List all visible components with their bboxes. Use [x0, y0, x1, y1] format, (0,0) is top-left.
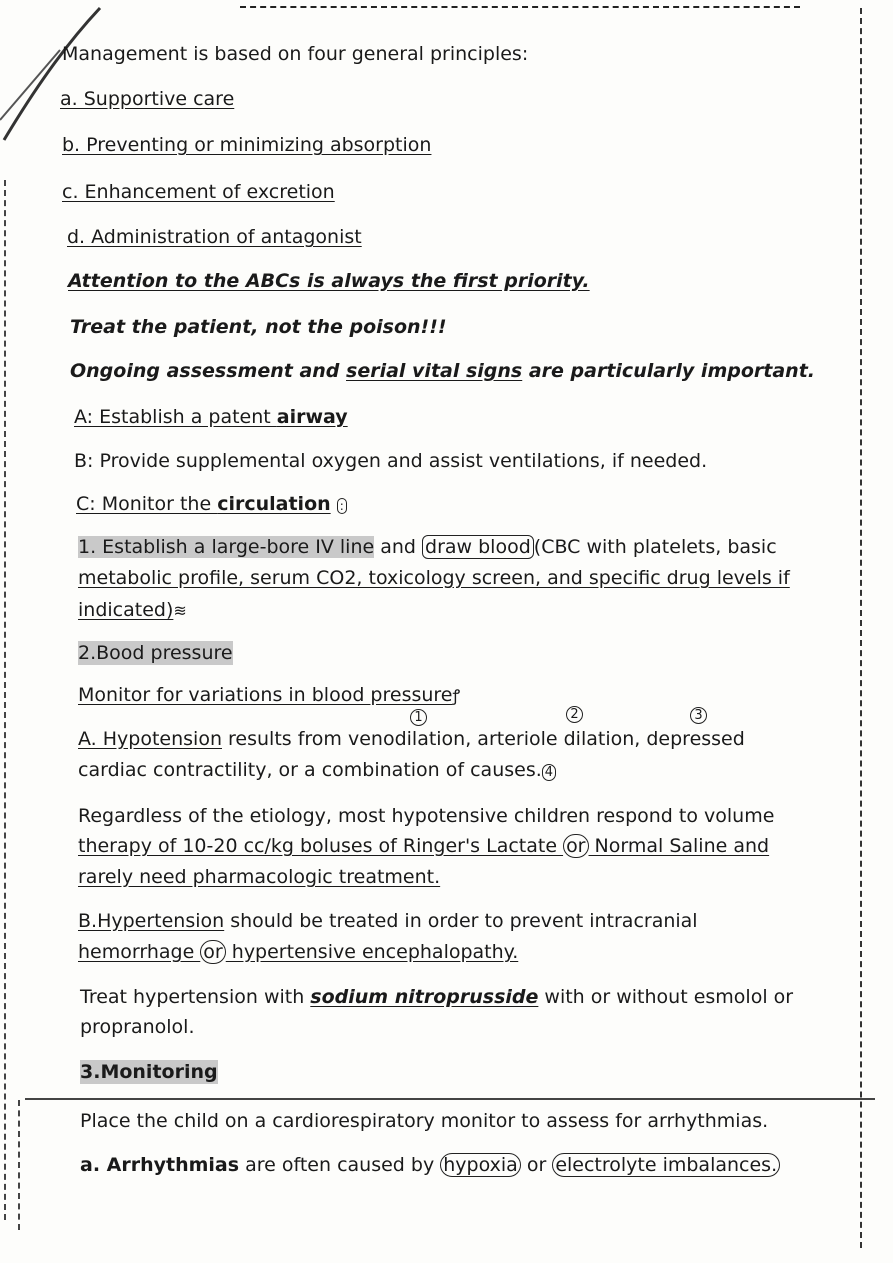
- or-circled-2: or: [200, 940, 225, 964]
- scribble-mark-icon: ꝭ: [452, 686, 461, 705]
- callout-4: 4: [542, 764, 556, 781]
- principle-b: b. Preventing or minimizing absorption: [62, 134, 432, 156]
- step1-line1: 1. Establish a large-bore IV line and draw blood (CBC with platelets, basic: [78, 536, 777, 558]
- step-c-circulation: C: Monitor the circulation :: [76, 492, 347, 518]
- callout-2: 2: [566, 706, 583, 723]
- hypoxia-circled: hypoxia: [440, 1153, 521, 1177]
- hypotension-line1: A. Hypotension results from venodilation, arteriole dilation, depressed: [78, 728, 745, 750]
- abc-priority: Attention to the ABCs is always the first priority.: [68, 270, 590, 292]
- principle-c: c. Enhancement of excretion: [62, 181, 335, 203]
- principle-a: a. Supportive care: [60, 88, 235, 110]
- regardless-line2: therapy of 10-20 cc/kg boluses of Ringer's Lactate or Normal Saline and: [78, 835, 770, 857]
- callout-3: 3: [690, 707, 707, 724]
- left-dashed-border-lower: [18, 1100, 20, 1230]
- regardless-line1: Regardless of the etiology, most hypotensive children respond to volume: [78, 805, 775, 827]
- left-dashed-border: [4, 180, 6, 1220]
- circled-note-icon: :: [337, 498, 347, 514]
- top-dashed-border: [240, 6, 800, 8]
- arrhythmias-line: a. Arrhythmias are often caused by hypoxia or electrolyte imbalances.: [80, 1153, 780, 1177]
- scribble-mark-icon: ≋: [173, 601, 187, 620]
- hypertension-label: B.Hypertension: [78, 910, 225, 932]
- arrhythmias-label: a. Arrhythmias: [80, 1154, 240, 1176]
- treat-hypertension: Treat hypertension with sodium nitroprusside with or without esmolol or: [80, 986, 794, 1008]
- draw-blood-boxed: draw blood: [422, 535, 534, 559]
- regardless-line3: rarely need pharmacologic treatment.: [78, 866, 441, 888]
- step1-title: 1. Establish a large-bore IV line: [78, 536, 375, 558]
- treat-patient: Treat the patient, not the poison!!!: [70, 316, 447, 338]
- hypotension-line2: cardiac contractility, or a combination of causes. 4: [78, 758, 556, 785]
- section-divider: [25, 1098, 875, 1100]
- step1-line2: metabolic profile, serum CO2, toxicology screen, and specific drug levels if: [78, 567, 790, 589]
- step3-title: 3.Monitoring: [80, 1061, 218, 1083]
- intro-text: Management is based on four general principles:: [62, 43, 529, 65]
- step-a-airway: A: Establish a patent airway: [74, 406, 348, 428]
- treat-hypertension-line2: propranolol.: [80, 1016, 195, 1038]
- monitor-bp: Monitor for variations in blood pressureꝭ: [78, 684, 461, 706]
- step2-title: 2.Bood pressure: [78, 642, 233, 664]
- hypertension-line2: hemorrhage or hypertensive encephalopathy.: [78, 941, 519, 963]
- step-b-breathing: B: Provide supplemental oxygen and assist ventilations, if needed.: [74, 450, 708, 472]
- place-monitor: Place the child on a cardiorespiratory monitor to assess for arrhythmias.: [80, 1110, 769, 1132]
- step1-line3: indicated)≋: [78, 599, 187, 621]
- nitroprusside: sodium nitroprusside: [310, 986, 539, 1008]
- callout-1: 1: [410, 709, 427, 726]
- principle-d: d. Administration of antagonist: [67, 226, 362, 248]
- hypertension-line1: B.Hypertension should be treated in order to prevent intracranial: [78, 910, 698, 932]
- serial-vital-signs: serial vital signs: [346, 360, 523, 382]
- ongoing-assessment: Ongoing assessment and serial vital signs are particularly important.: [70, 360, 815, 382]
- electrolyte-circled: electrolyte imbalances.: [552, 1153, 780, 1177]
- or-circled: or: [563, 834, 588, 858]
- pen-stroke-mark: [0, 0, 110, 150]
- hypotension-label: A. Hypotension: [78, 728, 222, 750]
- right-dashed-border: [860, 8, 862, 1248]
